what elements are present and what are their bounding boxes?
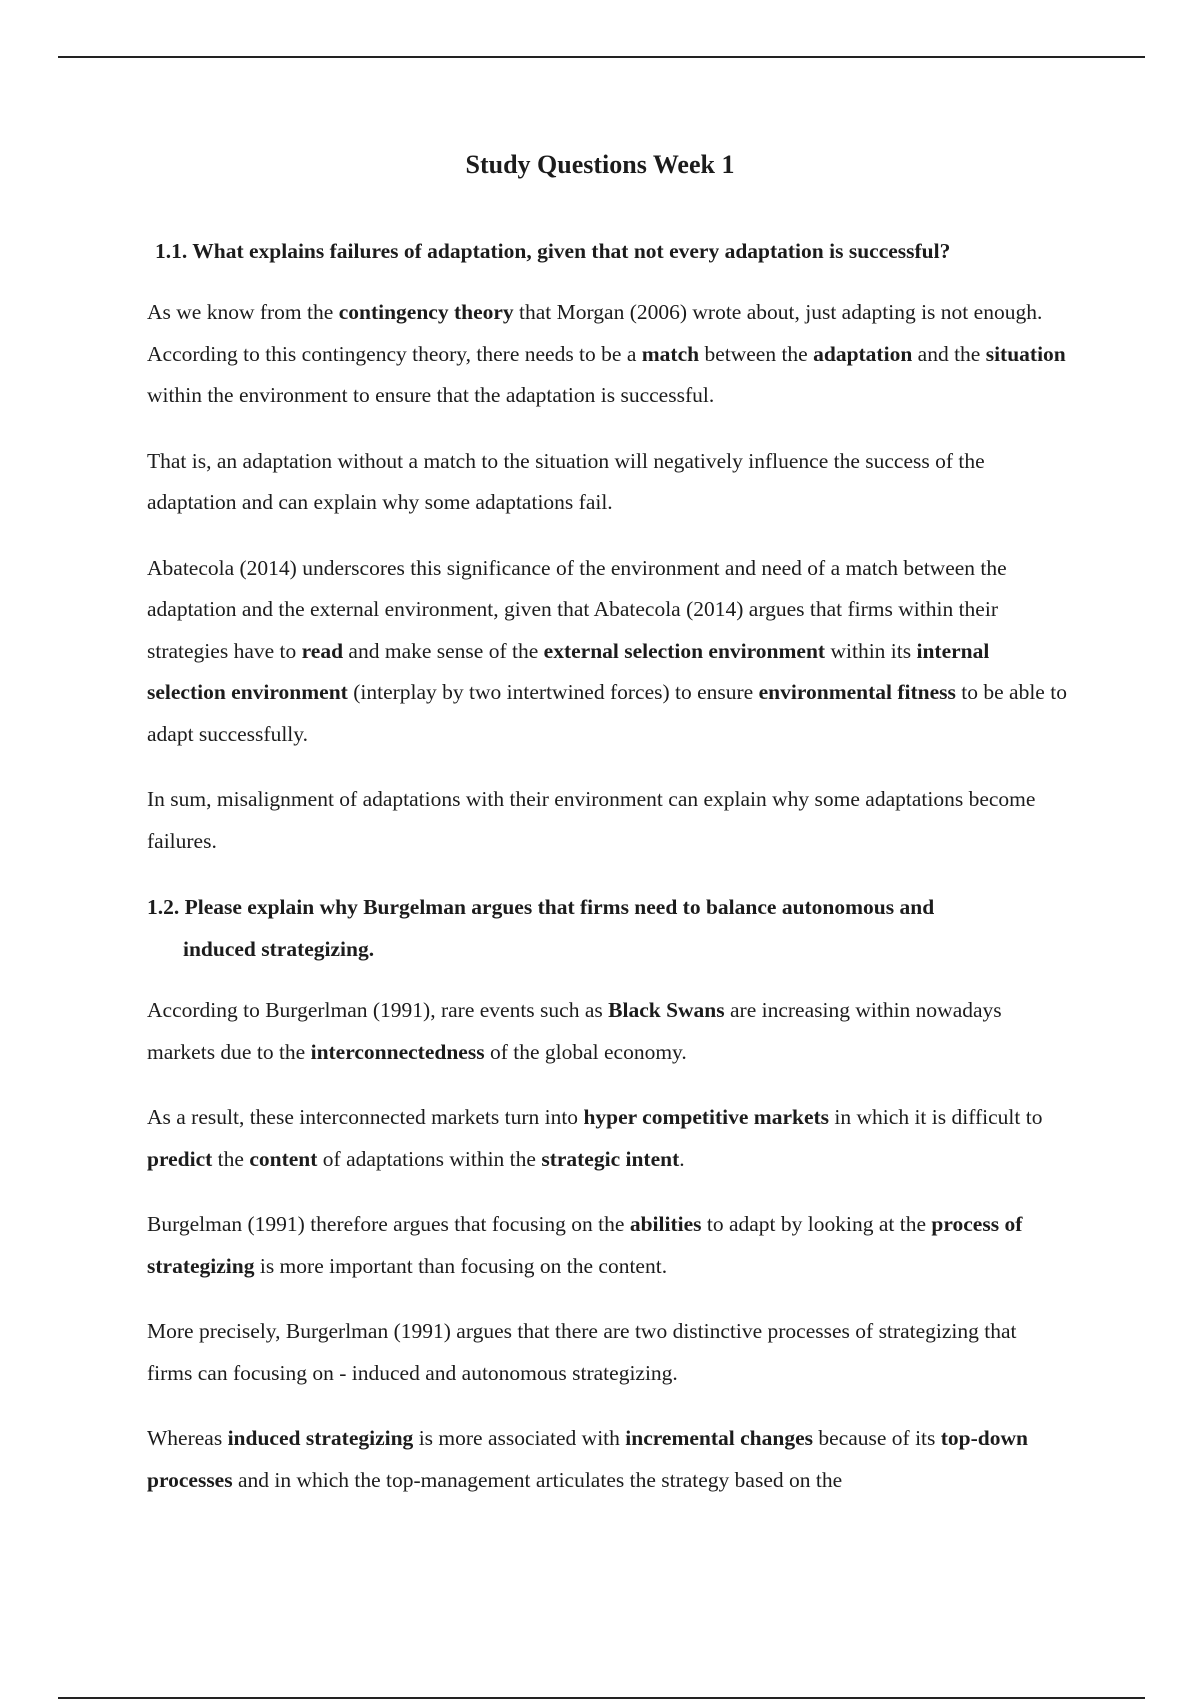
page-title: Study Questions Week 1 <box>465 150 735 179</box>
bottom-rule <box>58 1697 1145 1699</box>
top-rule <box>58 56 1145 58</box>
paragraph-black-swans: According to Burgerlman (1991), rare events such as Black Swans are increasing within nowadays markets due to the interconnectedness of the global economy. <box>147 998 1002 1064</box>
paragraph-abilities: Burgelman (1991) therefore argues that focusing on the abilities to adapt by looking at the process of strategizing is more important than focusing on the content. <box>147 1212 1023 1278</box>
paragraph-contingency-theory: As we know from the contingency theory that Morgan (2006) wrote about, just adapting is not enough. According to this contingency theory, there needs to be a match between the adaptation and the situation within the environment to ensure that the adaptation is successful. <box>147 300 1066 407</box>
document-body <box>147 230 1067 1501</box>
paragraph-induced-strategizing: Whereas induced strategizing is more associated with incremental changes because of its top-down processes and in which the top-management articulates the strategy based on the <box>147 1426 1028 1492</box>
paragraph-hyper-competitive: As a result, these interconnected markets turn into hyper competitive markets in which it is difficult to predict the content of adaptations within the strategic intent. <box>147 1105 1043 1171</box>
paragraph-two-processes: More precisely, Burgerlman (1991) argues that there are two distinctive processes of strategizing that firms can focusing on - induced and autonomous strategizing. <box>147 1319 1017 1385</box>
paragraph-abatecola: Abatecola (2014) underscores this significance of the environment and need of a match between the adaptation and the external environment, given that Abatecola (2014) argues that firms within their strategies have to read and make sense of the external selection environment within its internal selection environment (interplay by two intertwined forces) to ensure environmental fitness to be able to adapt successfully. <box>147 555 1067 746</box>
question-1-heading: 1.1. What explains failures of adaptation, given that not every adaptation is successful? <box>155 239 951 263</box>
paragraph-in-sum: In sum, misalignment of adaptations with their environment can explain why some adaptations become failures. <box>147 787 1036 853</box>
paragraph-adaptation-without-match: That is, an adaptation without a match to the situation will negatively influence the success of the adaptation and can explain why some adaptations fail. <box>147 448 985 514</box>
question-2-heading: 1.2. Please explain why Burgelman argues that firms need to balance autonomous and induced strategizing. <box>147 895 935 961</box>
